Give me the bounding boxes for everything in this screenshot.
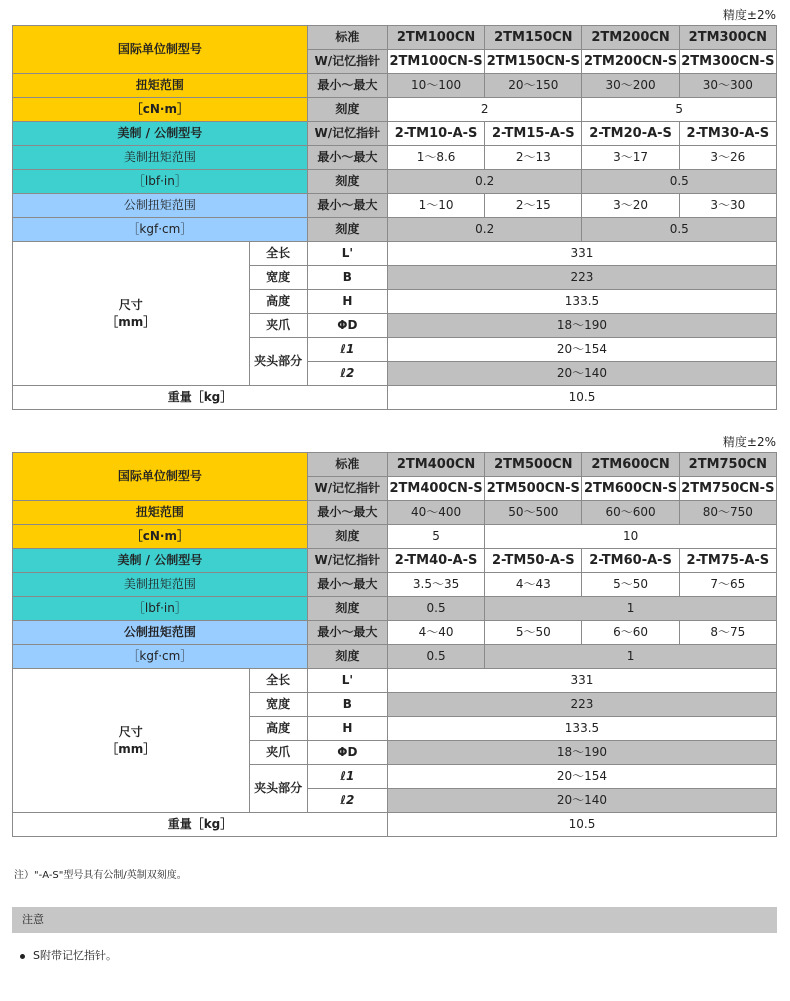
- metric-scale: 0.2: [387, 218, 582, 242]
- dim-name: 宽度: [249, 693, 307, 717]
- us-unit: ［lbf·in］: [13, 597, 308, 621]
- us-scale: 0.5: [387, 597, 484, 621]
- dim-symbol: L': [307, 669, 387, 693]
- model-std: 2TM400CN: [387, 453, 484, 477]
- model-std: 2TM200CN: [582, 26, 679, 50]
- dim-name: 夹爪: [249, 741, 307, 765]
- spec-table-1: [12, 25, 777, 410]
- dim-symbol: B: [307, 266, 387, 290]
- us-range: 3.5～35: [387, 573, 484, 597]
- clamp-value: 20～140: [387, 789, 776, 813]
- torque-range: 30～300: [679, 74, 776, 98]
- metric-range: 2～15: [485, 194, 582, 218]
- memory-label: W/记忆指针: [307, 549, 387, 573]
- attention-bullet: [20, 947, 117, 963]
- dimension-unit: ［mm］: [106, 741, 156, 756]
- scale-label: 刻度: [307, 645, 387, 669]
- us-range-label: 美制扭矩范围: [13, 146, 308, 170]
- model-std: 2TM150CN: [485, 26, 582, 50]
- metric-scale: 0.5: [582, 218, 777, 242]
- model-mem: 2TM400CN-S: [387, 477, 484, 501]
- torque-label: 扭矩范围: [13, 501, 308, 525]
- us-range: 5～50: [582, 573, 679, 597]
- scale-label: 刻度: [307, 98, 387, 122]
- torque-range: 80～750: [679, 501, 776, 525]
- dim-symbol: H: [307, 290, 387, 314]
- model-mem: 2TM750CN-S: [679, 477, 776, 501]
- metric-scale: 1: [485, 645, 777, 669]
- clamp-symbol: ℓ2: [307, 789, 387, 813]
- us-range: 3～26: [679, 146, 776, 170]
- standard-label: 标准: [307, 26, 387, 50]
- torque-unit: ［cN·m］: [13, 525, 308, 549]
- dim-name: 夹爪: [249, 314, 307, 338]
- precision-label: 精度±2%: [722, 8, 776, 22]
- dim-value: 223: [387, 266, 776, 290]
- minmax-label: 最小～最大: [307, 573, 387, 597]
- us-range: 3～17: [582, 146, 679, 170]
- dim-name: 全长: [249, 669, 307, 693]
- model-mem: 2TM500CN-S: [485, 477, 582, 501]
- memory-label: W/记忆指针: [307, 122, 387, 146]
- minmax-label: 最小～最大: [307, 194, 387, 218]
- metric-range: 6～60: [582, 621, 679, 645]
- dim-value: 331: [387, 242, 776, 266]
- dimension-unit: ［mm］: [106, 314, 156, 329]
- metric-range: 3～20: [582, 194, 679, 218]
- metric-range: 5～50: [485, 621, 582, 645]
- model-std: 2TM600CN: [582, 453, 679, 477]
- torque-range: 60～600: [582, 501, 679, 525]
- torque-range: 50～500: [485, 501, 582, 525]
- dim-value: 18～190: [387, 741, 776, 765]
- dim-name: 高度: [249, 290, 307, 314]
- weight-label: 重量［kg］: [13, 813, 388, 837]
- us-model: 2-TM60-A-S: [582, 549, 679, 573]
- dim-name: 高度: [249, 717, 307, 741]
- model-std: 2TM750CN: [679, 453, 776, 477]
- us-range: 7～65: [679, 573, 776, 597]
- torque-scale: 10: [485, 525, 777, 549]
- torque-unit: ［cN·m］: [13, 98, 308, 122]
- torque-range: 10～100: [387, 74, 484, 98]
- torque-scale: 5: [582, 98, 777, 122]
- metric-range: 8～75: [679, 621, 776, 645]
- dim-symbol: B: [307, 693, 387, 717]
- dimension-title: 尺寸: [118, 298, 143, 313]
- model-std: 2TM300CN: [679, 26, 776, 50]
- us-model: 2-TM40-A-S: [387, 549, 484, 573]
- minmax-label: 最小～最大: [307, 146, 387, 170]
- memory-label: W/记忆指针: [307, 50, 387, 74]
- metric-scale: 0.5: [387, 645, 484, 669]
- clamp-value: 20～140: [387, 362, 776, 386]
- dimension-title: 尺寸: [118, 725, 143, 740]
- dim-value: 223: [387, 693, 776, 717]
- scale-label: 刻度: [307, 597, 387, 621]
- model-mem: 2TM150CN-S: [485, 50, 582, 74]
- model-std: 2TM500CN: [485, 453, 582, 477]
- metric-range: 1～10: [387, 194, 484, 218]
- dim-symbol: L': [307, 242, 387, 266]
- clamp-symbol: ℓ2: [307, 362, 387, 386]
- dim-value: 331: [387, 669, 776, 693]
- weight-value: 10.5: [387, 386, 776, 410]
- spec-table-2: [12, 452, 777, 837]
- us-model: 2-TM10-A-S: [387, 122, 484, 146]
- us-scale: 0.2: [387, 170, 582, 194]
- scale-label: 刻度: [307, 525, 387, 549]
- us-range-label: 美制扭矩范围: [13, 573, 308, 597]
- dim-symbol: ΦD: [307, 741, 387, 765]
- minmax-label: 最小～最大: [307, 621, 387, 645]
- torque-scale: 5: [387, 525, 484, 549]
- clamp-label: 夹头部分: [249, 338, 307, 386]
- us-range: 1～8.6: [387, 146, 484, 170]
- model-mem: 2TM300CN-S: [679, 50, 776, 74]
- torque-range: 20～150: [485, 74, 582, 98]
- metric-range-label: 公制扭矩范围: [13, 194, 308, 218]
- dim-symbol: ΦD: [307, 314, 387, 338]
- torque-range: 40～400: [387, 501, 484, 525]
- us-model: 2-TM50-A-S: [485, 549, 582, 573]
- metric-range: 3～30: [679, 194, 776, 218]
- us-model: 2-TM20-A-S: [582, 122, 679, 146]
- model-mem: 2TM100CN-S: [387, 50, 484, 74]
- model-std: 2TM100CN: [387, 26, 484, 50]
- model-mem: 2TM600CN-S: [582, 477, 679, 501]
- us-scale: 1: [485, 597, 777, 621]
- clamp-label: 夹头部分: [249, 765, 307, 813]
- memory-label: W/记忆指针: [307, 477, 387, 501]
- dim-name: 全长: [249, 242, 307, 266]
- torque-label: 扭矩范围: [13, 74, 308, 98]
- scale-label: 刻度: [307, 218, 387, 242]
- footnote: 注）"-A-S"型号具有公制/英制双刻度。: [14, 870, 187, 881]
- us-model-label: 美制 / 公制型号: [13, 549, 308, 573]
- clamp-symbol: ℓ1: [307, 765, 387, 789]
- us-model: 2-TM15-A-S: [485, 122, 582, 146]
- model-mem: 2TM200CN-S: [582, 50, 679, 74]
- standard-label: 标准: [307, 453, 387, 477]
- attention-text: S附带记忆指针。: [33, 949, 117, 962]
- weight-value: 10.5: [387, 813, 776, 837]
- dim-value: 133.5: [387, 290, 776, 314]
- us-model: 2-TM30-A-S: [679, 122, 776, 146]
- attention-bar: [12, 907, 777, 933]
- dim-symbol: H: [307, 717, 387, 741]
- dimension-label: [13, 669, 250, 813]
- us-range: 2～13: [485, 146, 582, 170]
- clamp-value: 20～154: [387, 338, 776, 362]
- clamp-symbol: ℓ1: [307, 338, 387, 362]
- sku-label: 国际单位制型号: [13, 26, 308, 74]
- metric-unit: ［kgf·cm］: [13, 218, 308, 242]
- us-unit: ［lbf·in］: [13, 170, 308, 194]
- precision-label: 精度±2%: [722, 435, 776, 449]
- us-model: 2-TM75-A-S: [679, 549, 776, 573]
- minmax-label: 最小～最大: [307, 74, 387, 98]
- bullet-icon: [20, 954, 25, 959]
- dim-name: 宽度: [249, 266, 307, 290]
- sku-label: 国际单位制型号: [13, 453, 308, 501]
- weight-label: 重量［kg］: [13, 386, 388, 410]
- attention-title: 注意: [22, 913, 44, 926]
- torque-scale: 2: [387, 98, 582, 122]
- metric-range: 4～40: [387, 621, 484, 645]
- us-model-label: 美制 / 公制型号: [13, 122, 308, 146]
- us-range: 4～43: [485, 573, 582, 597]
- dim-value: 133.5: [387, 717, 776, 741]
- torque-range: 30～200: [582, 74, 679, 98]
- scale-label: 刻度: [307, 170, 387, 194]
- us-scale: 0.5: [582, 170, 777, 194]
- dim-value: 18～190: [387, 314, 776, 338]
- metric-range-label: 公制扭矩范围: [13, 621, 308, 645]
- minmax-label: 最小～最大: [307, 501, 387, 525]
- dimension-label: [13, 242, 250, 386]
- metric-unit: ［kgf·cm］: [13, 645, 308, 669]
- clamp-value: 20～154: [387, 765, 776, 789]
